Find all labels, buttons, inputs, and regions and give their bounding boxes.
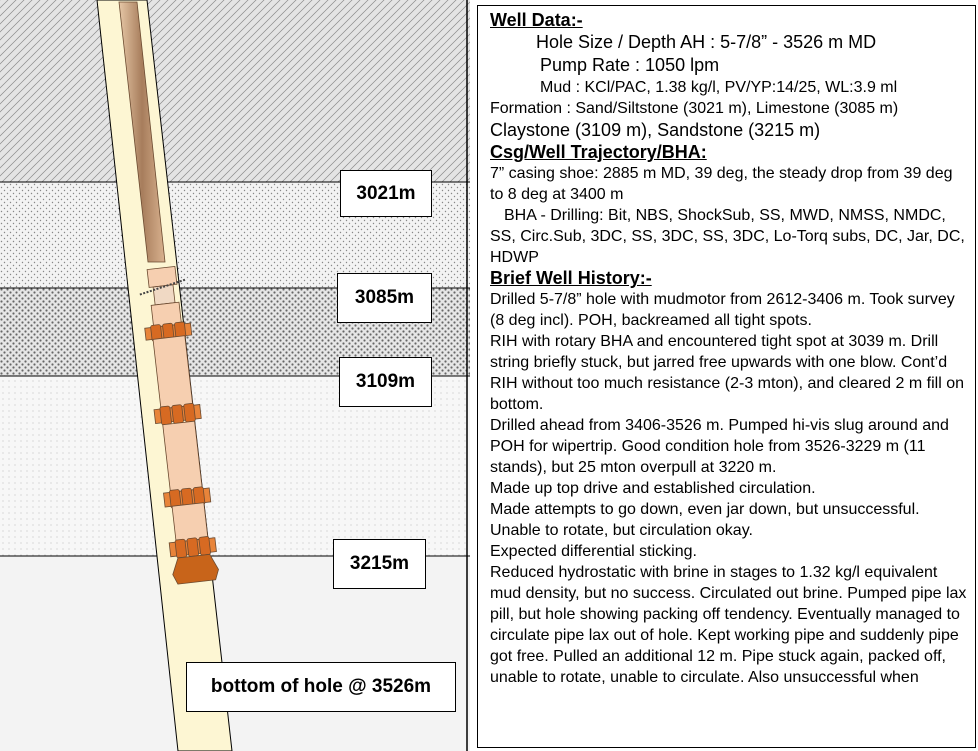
well-info-panel	[477, 5, 976, 748]
bha-info: BHA - Drilling: Bit, NBS, ShockSub, SS, MWD, NMSS, NMDC, SS, Circ.Sub, 3DC, SS, 3DC, SS, 3DC, Lo-Torq subs, DC, Jar, DC, HDWP	[490, 207, 965, 266]
formation-continued: Claystone (3109 m), Sandstone (3215 m)	[490, 120, 821, 140]
history-line: Made attempts to go down, even jar down, but unsuccessful. Unable to rotate, but circulation okay.	[490, 501, 920, 539]
depth-label-3021: 3021m	[340, 170, 432, 217]
formation: Formation : Sand/Siltstone (3021 m), Limestone (3085 m)	[490, 100, 899, 117]
history-line: Reduced hydrostatic with brine in stages to 1.32 kg/l equivalent mud density, but no success. Circulated out brine. Pumped pipe lax pill, but hole showing packing off tendency. Eventually managed to circulate pipe lax out of hole. Kept working pipe and suddenly pipe got free. Pulled an additional 12 m. Pipe stuck again, packed off, unable to rotate, unable to circulate. Also unsuccessful when	[490, 564, 967, 686]
history-line: Drilled ahead from 3406-3526 m. Pumped hi-vis slug around and POH for wipertrip. Good condition hole from 3526-3229 m (11 stands), but 25 mton overpull at 3220 m.	[490, 417, 949, 476]
pump-rate: Pump Rate : 1050 lpm	[540, 55, 720, 75]
depth-label-3109: 3109m	[339, 357, 432, 407]
history-line: Drilled 5-7/8” hole with mudmotor from 2612-3406 m. Took survey (8 deg incl). POH, backreamed all tight spots.	[490, 291, 955, 329]
depth-label-3215: 3215m	[333, 539, 426, 589]
drill-bit	[171, 554, 220, 585]
history-line: Made up top drive and established circulation.	[490, 480, 816, 497]
depth-label-bottom: bottom of hole @ 3526m	[186, 662, 456, 712]
history-line: Expected differential sticking.	[490, 543, 697, 560]
wellbore-diagram	[0, 0, 470, 751]
casing-info: 7” casing shoe: 2885 m MD, 39 deg, the steady drop from 39 deg to 8 deg at 3400 m	[490, 165, 953, 203]
depth-label-3085: 3085m	[337, 273, 432, 323]
csg-heading: Csg/Well Trajectory/BHA:	[490, 142, 707, 162]
mud: Mud : KCl/PAC, 1.38 kg/l, PV/YP:14/25, WL:3.9 ml	[540, 79, 898, 96]
well-data-heading: Well Data:-	[490, 10, 583, 30]
hole-size: Hole Size / Depth AH : 5-7/8” - 3526 m MD	[536, 32, 877, 52]
history-line: RIH with rotary BHA and encountered tight spot at 3039 m. Drill string briefly stuck, but jarred free upwards with one blow. Cont’d RIH without too much resistance (2-3 mton), and cleared 2 m fill on bottom.	[490, 333, 964, 413]
formation-hatched	[0, 0, 470, 182]
history-heading: Brief Well History:-	[490, 268, 652, 288]
